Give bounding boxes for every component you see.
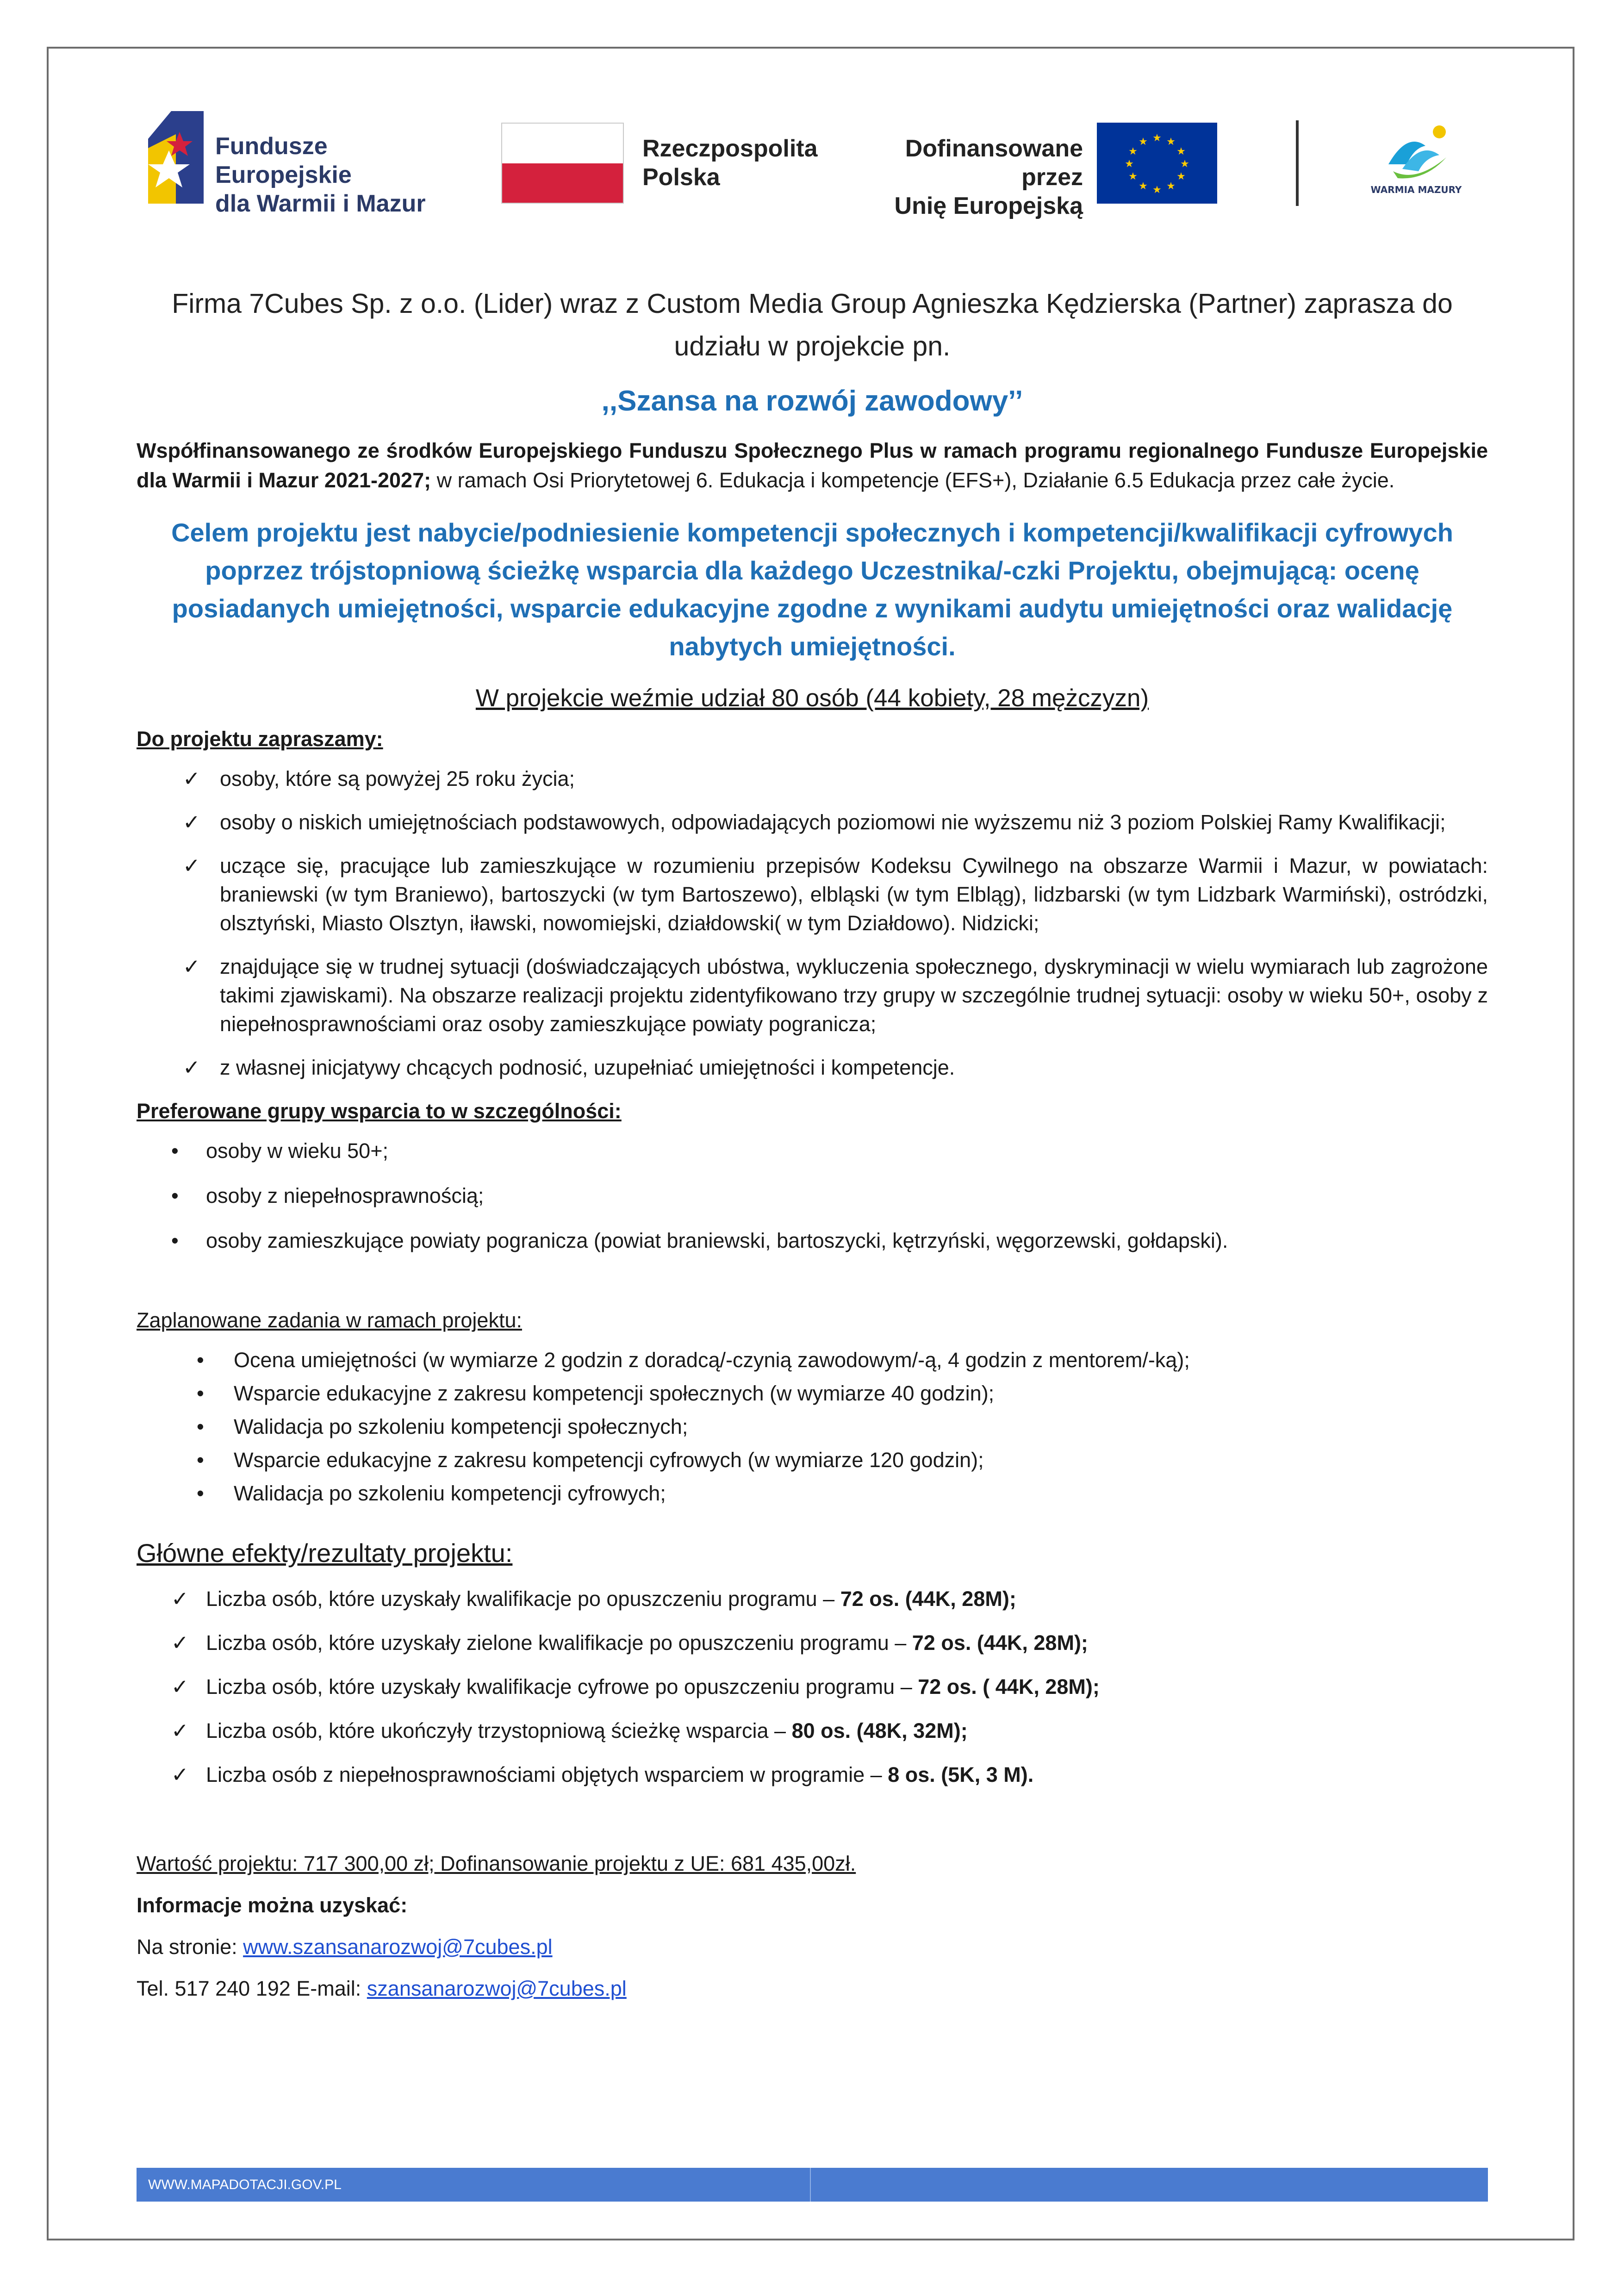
svg-text:★: ★ (1176, 146, 1186, 157)
warmia-mazury-icon (1370, 113, 1462, 206)
bullet-icon: • (171, 1184, 179, 1207)
bullet-icon: • (197, 1448, 204, 1472)
svg-text:★: ★ (1166, 180, 1176, 192)
svg-text:★: ★ (1139, 180, 1148, 192)
list-item: ✓ Liczba osób, które uzyskały kwalifikacje cyfrowe po opuszczeniu programu – 72 os. ( 44K, 28M); (137, 1673, 1488, 1701)
eu-line1: Dofinansowane przez (905, 135, 1083, 191)
tasks-heading: Zaplanowane zadania w ramach projektu: (137, 1308, 522, 1332)
website-link[interactable]: www.szansanarozwoj@7cubes.pl (243, 1935, 553, 1959)
list-item: ✓ Liczba osób z niepełnosprawnościami objętych wsparciem w programie – 8 os. (5K, 3 M). (137, 1761, 1488, 1789)
eu-flag-icon (1097, 123, 1217, 204)
email-link[interactable]: szansanarozwoj@7cubes.pl (367, 1977, 627, 2000)
svg-text:★: ★ (1166, 136, 1176, 148)
poland-flag-icon (501, 123, 624, 204)
svg-text:★: ★ (1152, 184, 1162, 196)
svg-text:★: ★ (1128, 171, 1138, 182)
bullet-icon: • (197, 1348, 204, 1372)
list-item: • Wsparcie edukacyjne z zakresu kompetencji społecznych (w wymiarze 40 godzin); (137, 1379, 1488, 1408)
tasks-list (137, 1346, 1488, 1508)
list-item: ✓ Liczba osób, które uzyskały kwalifikacje po opuszczeniu programu – 72 os. (44K, 28M); (137, 1585, 1488, 1613)
website-label: Na stronie: (137, 1935, 243, 1959)
list-item: • osoby z niepełnosprawnością; (137, 1182, 1488, 1210)
project-value: Wartość projektu: 717 300,00 zł; Dofinansowanie projektu z UE: 681 435,00zł. (137, 1852, 856, 1875)
preferred-heading: Preferowane grupy wsparcia to w szczególności: (137, 1099, 622, 1123)
pl-line1: Rzeczpospolita (642, 135, 818, 162)
checkmark-icon: ✓ (183, 854, 200, 877)
list-item: • Wsparcie edukacyjne z zakresu kompetencji cyfrowych (w wymiarze 120 godzin); (137, 1446, 1488, 1475)
warmia-mazury-logo (1370, 113, 1462, 206)
bullet-icon: • (197, 1415, 204, 1438)
checkmark-icon: ✓ (183, 767, 200, 790)
participants-line: W projekcie weźmie udział 80 osób (44 kobiety, 28 mężczyzn) (475, 684, 1149, 712)
svg-text:★: ★ (1152, 132, 1162, 144)
eu-logo-text (852, 134, 1083, 220)
list-item: ✓ osoby, które są powyżej 25 roku życia; (137, 765, 1488, 793)
fe-logo-text (215, 132, 430, 218)
cofinancing-text (137, 436, 1488, 495)
phone-label: Tel. 517 240 192 E-mail: (137, 1977, 367, 2000)
list-item: ✓ z własnej inicjatywy chcących podnosić, uzupełniać umiejętności i kompetencje. (137, 1053, 1488, 1082)
eu-line2: Unię Europejską (894, 193, 1083, 219)
invite-list (137, 765, 1488, 1082)
footer-divider (810, 2168, 811, 2202)
list-item: • Walidacja po szkoleniu kompetencji społecznych; (137, 1412, 1488, 1441)
pl-logo-text (642, 134, 818, 192)
intro-text: Firma 7Cubes Sp. z o.o. (Lider) wraz z Custom Media Group Agnieszka Kędzierska (Partner) zaprasza do udziału w projekcie pn. (172, 288, 1453, 361)
svg-text:★: ★ (1128, 146, 1138, 157)
list-item: • osoby w wieku 50+; (137, 1137, 1488, 1165)
fe-line2: dla Warmii i Mazur (215, 190, 426, 217)
list-item: ✓ osoby o niskich umiejętnościach podstawowych, odpowiadających poziomowi nie wyższemu niż 3 poziom Polskiej Ramy Kwalifikacji; (137, 808, 1488, 837)
cofinancing-bold: Współfinansowanego ze środków Europejskiego Funduszu Społecznego Plus w ramach programu regionalnego Fundusze Europejskie dla Warmii i Mazur 2021-2027; (137, 439, 1488, 492)
bullet-icon: • (197, 1481, 204, 1505)
logo-separator (1296, 120, 1299, 206)
fe-line1: Fundusze Europejskie (215, 133, 352, 188)
checkmark-icon: ✓ (171, 1675, 189, 1699)
contact-line (137, 1974, 1488, 2003)
main-content (137, 282, 1488, 2016)
bullet-icon: • (197, 1381, 204, 1405)
svg-text:★: ★ (1139, 136, 1148, 148)
checkmark-icon: ✓ (171, 1587, 189, 1611)
list-item: • osoby zamieszkujące powiaty pogranicza (powiat braniewski, bartoszycki, kętrzyński, węgorzewski, gołdapski). (137, 1226, 1488, 1255)
cofinancing-normal: w ramach Osi Priorytetowej 6. Edukacja i kompetencje (EFS+), Działanie 6.5 Edukacja przez całe życie. (431, 468, 1395, 492)
list-item: ✓ Liczba osób, które uzyskały zielone kwalifikacje po opuszczeniu programu – 72 os. (44K, 28M); (137, 1629, 1488, 1657)
svg-text:WARMIA MAZURY: WARMIA MAZURY (1370, 184, 1462, 195)
list-item: ✓ uczące się, pracujące lub zamieszkujące w rozumieniu przepisów Kodeksu Cywilnego na obszarze Warmii i Mazur, w powiatach: braniewski (w tym Braniewo), bartoszycki (w tym Bartoszewo), elbląski (w tym Elbląg), lidzbarski (w tym Lidzbark Warmiński), ostródzki, olsztyński, Miasto Olsztyn, iławski, nowomiejski, działdowski( w tym Działdowo). Nidzicki; (137, 852, 1488, 938)
invite-heading: Do projektu zapraszamy: (137, 727, 383, 751)
bullet-icon: • (171, 1139, 179, 1163)
list-item: ✓ znajdujące się w trudnej sytuacji (doświadczających ubóstwa, wykluczenia społecznego, dyskryminacji w wielu wymiarach lub zagrożone takimi zjawiskami). Na obszarze realizacji projektu zidentyfikowano trzy grupy w szczególnie trudnej sytuacji: osoby w wieku 50+, osoby z niepełnosprawnościami oraz osoby zamieszkujące powiaty pogranicza; (137, 952, 1488, 1039)
logo-header (0, 102, 1624, 222)
fe-flag-icon (143, 106, 208, 208)
fe-logo (143, 106, 430, 217)
checkmark-icon: ✓ (171, 1719, 189, 1742)
list-item: • Walidacja po szkoleniu kompetencji cyfrowych; (137, 1479, 1488, 1508)
checkmark-icon: ✓ (183, 955, 200, 978)
project-goal: Celem projektu jest nabycie/podniesienie kompetencji społecznych i kompetencji/kwalifikacji cyfrowych poprzez trójstopniową ścieżkę wsparcia dla każdego Uczestnika/-czki Projektu, obejmującą: ocenę posiadanych umiejętności, wsparcie edukacyjne zgodne z wynikami audytu umiejętności oraz walidację nabytych umiejętności. (171, 518, 1453, 661)
checkmark-icon: ✓ (183, 1056, 200, 1079)
list-item: • Ocena umiejętności (w wymiarze 2 godzin z doradcą/-czynią zawodowym/-ą, 4 godzin z mentorem/-ką); (137, 1346, 1488, 1375)
preferred-list (137, 1137, 1488, 1255)
checkmark-icon: ✓ (183, 810, 200, 834)
footer-bar (137, 2168, 1488, 2202)
footer-link[interactable]: WWW.MAPADOTACJI.GOV.PL (148, 2177, 342, 2192)
checkmark-icon: ✓ (171, 1763, 189, 1786)
list-item: ✓ Liczba osób, które ukończyły trzystopniową ścieżkę wsparcia – 80 os. (48K, 32M); (137, 1717, 1488, 1745)
svg-text:★: ★ (1176, 171, 1186, 182)
bullet-icon: • (171, 1229, 179, 1252)
checkmark-icon: ✓ (171, 1631, 189, 1655)
effects-heading: Główne efekty/rezultaty projektu: (137, 1538, 513, 1568)
svg-text:★: ★ (1180, 158, 1189, 170)
effects-list (137, 1585, 1488, 1789)
website-line (137, 1933, 1488, 1961)
svg-text:★: ★ (1125, 158, 1134, 170)
pl-line2: Polska (642, 164, 720, 191)
info-heading: Informacje można uzyskać: (137, 1893, 408, 1917)
project-title: ,,Szansa na rozwój zawodowy’’ (601, 385, 1023, 417)
